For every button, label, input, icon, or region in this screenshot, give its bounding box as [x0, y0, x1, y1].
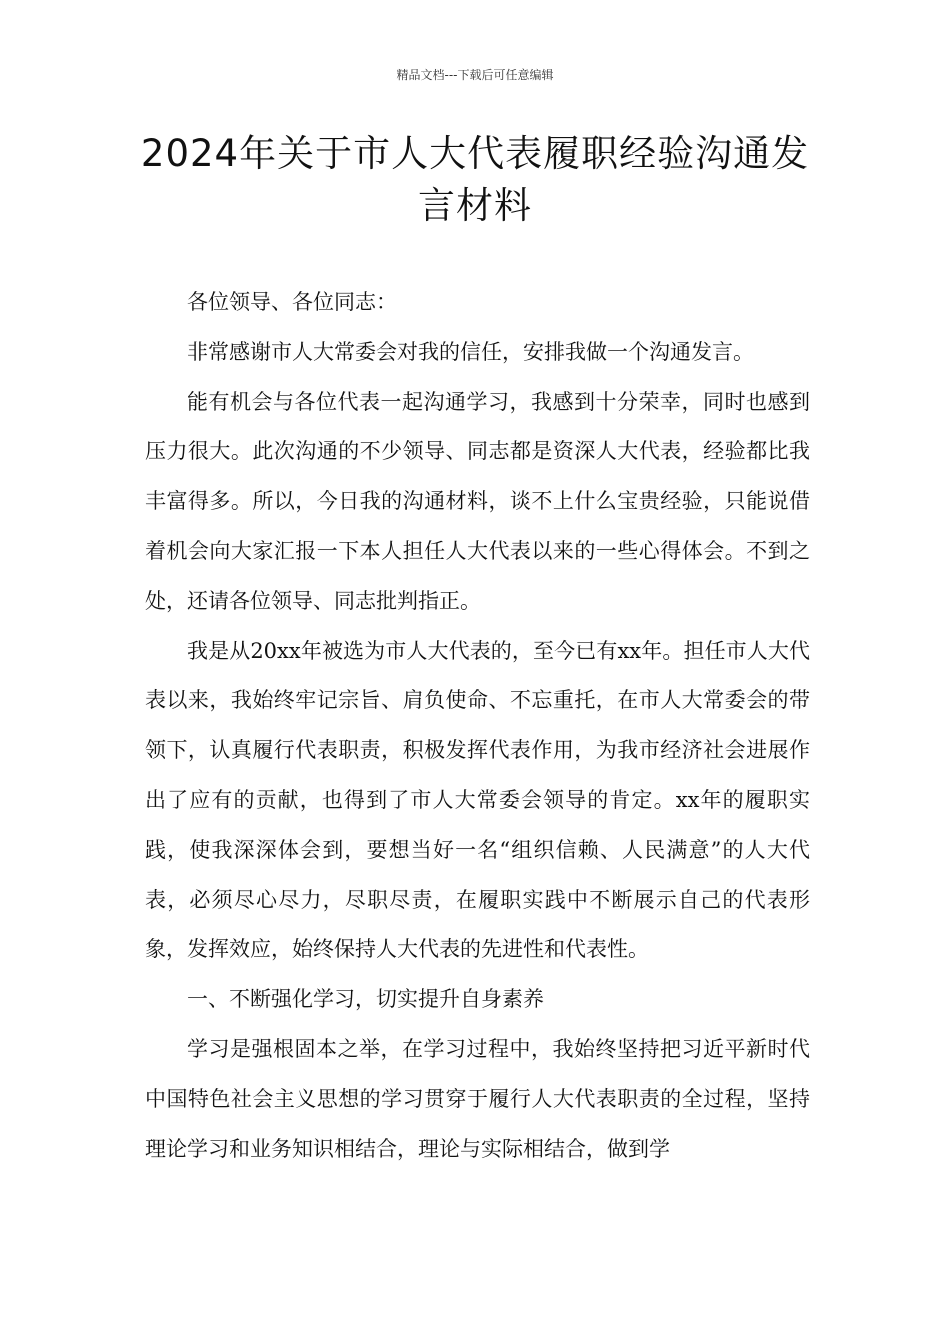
paragraph-salutation: 各位领导、各位同志： [187, 290, 397, 314]
paragraph: 学习是强根固本之举，在学习过程中，我始终坚持把习近平新时代中国特色社会主义思想的学习贯穿于履行人大代表职责的全过程，坚持理论学习和业务知识相结合，理论与实际相结合，做到学 [145, 1036, 810, 1161]
document-title: 2024年关于市人大代表履职经验沟通发言材料 [140, 132, 810, 227]
document-body [145, 278, 810, 1174]
paragraph: 非常感谢市人大常委会对我的信任，安排我做一个沟通发言。 [187, 339, 754, 364]
paragraph: 我是从20xx年被选为市人大代表的，至今已有xx年。担任市人大代表以来，我始终牢记宗旨、肩负使命、不忘重托，在市人大常委会的带领下，认真履行代表职责，积极发挥代表作用，为我市经济社会进展作出了应有的贡献，也得到了市人大常委会领导的肯定。xx年的履职实践，使我深深体会到，要想当好一名“组织信赖、人民满意”的人大代表，必须尽心尽力，尽职尽责，在履职实践中不断展示自己的代表形象，发挥效应，始终保持人大代表的先进性和代表性。 [145, 638, 810, 962]
section-heading: 一、不断强化学习，切实提升自身素养 [187, 987, 544, 1012]
paragraph: 能有机会与各位代表一起沟通学习，我感到十分荣幸，同时也感到压力很大。此次沟通的不少领导、同志都是资深人大代表，经验都比我丰富得多。所以，今日我的沟通材料，谈不上什么宝贵经验，只能说借着机会向大家汇报一下本人担任人大代表以来的一些心得体会。不到之处，还请各位领导、同志批判指正。 [145, 389, 810, 613]
header-note: 精品文档---下载后可任意编辑 [396, 68, 554, 82]
